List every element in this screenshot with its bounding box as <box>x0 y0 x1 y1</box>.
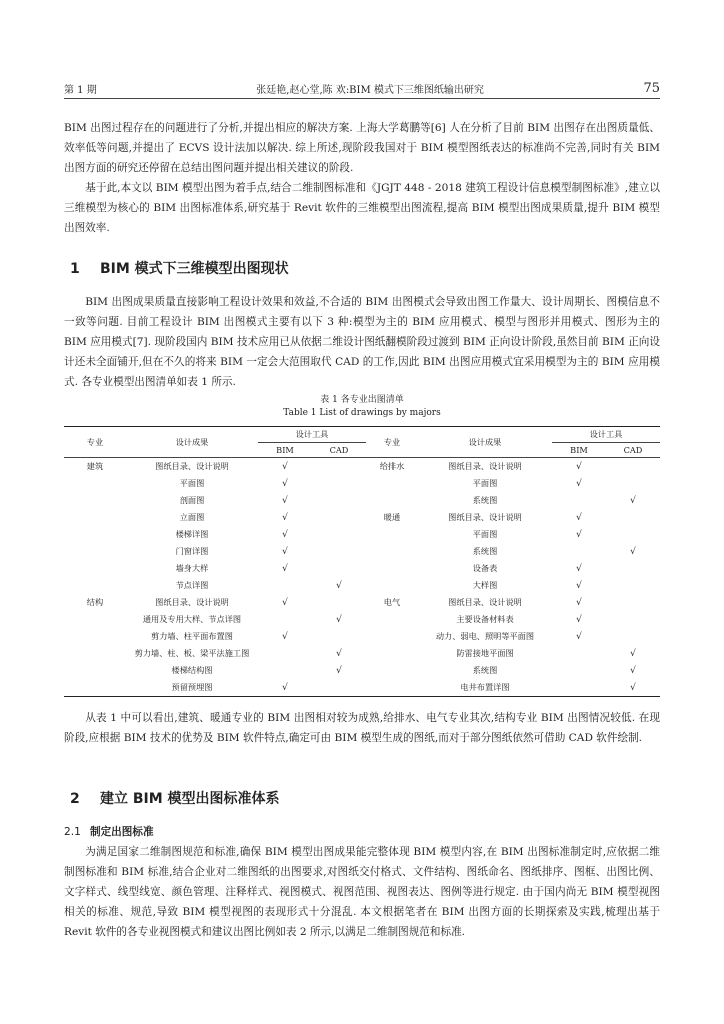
table-cell-major <box>64 543 126 560</box>
table-cell-bim <box>552 543 606 560</box>
table-cell-cad <box>312 594 366 611</box>
table-cell-result: 剖面图 <box>179 495 205 505</box>
th-result-right: 设计成果 <box>468 436 502 447</box>
th-tool-left: 设计工具 <box>258 427 366 443</box>
th-bim-right: BIM <box>570 445 588 455</box>
table-cell-bim: √ <box>576 478 582 489</box>
table-cell-cad: √ <box>606 679 660 697</box>
table-cell-major <box>64 560 126 577</box>
table-cell-result: 预留预埋图 <box>126 679 258 697</box>
th-bim-left: BIM <box>276 445 294 455</box>
table-cell-cad: √ <box>336 665 342 676</box>
table-cell-bim: √ <box>282 495 288 506</box>
section-2-title: 建立 BIM 模型出图标准体系 <box>100 791 280 807</box>
table-cell-cad: √ <box>630 665 636 676</box>
table-cell-cad: √ <box>336 614 342 625</box>
table-cell-bim: √ <box>282 478 288 489</box>
table-cell-cad <box>606 611 660 628</box>
table-cell-bim <box>552 492 606 509</box>
table-cell-major <box>64 577 126 594</box>
table-cell-result: 门窗详图 <box>175 546 209 556</box>
table-row <box>64 662 660 679</box>
section-1-heading <box>70 258 289 278</box>
table-cell-major <box>366 543 418 560</box>
table-cell-result: 通用及专用大样、节点详图 <box>142 614 242 624</box>
table-cell-major <box>366 645 418 662</box>
table-cell-cad: √ <box>630 546 636 557</box>
table-cell-result: 平面图 <box>179 478 205 488</box>
th-result-left: 设计成果 <box>175 436 209 447</box>
table-cell-major: 电气 <box>383 597 401 607</box>
table-cell-cad <box>606 577 660 594</box>
table-1 <box>64 426 660 697</box>
table-cell-result: 平面图 <box>472 478 498 488</box>
table-cell-result: 系统图 <box>472 495 498 505</box>
table-cell-result: 剪力墙、柱、板、梁平法施工图 <box>134 648 250 658</box>
table-cell-bim <box>552 645 606 662</box>
table-cell-major <box>64 611 126 628</box>
table-row <box>64 543 660 560</box>
table-cell-major <box>64 679 126 697</box>
table-cell-major <box>366 611 418 628</box>
table-cell-major <box>64 662 126 679</box>
table-cell-result: 防雷接地平面图 <box>456 648 514 658</box>
th-major-right: 专业 <box>383 436 401 447</box>
table-cell-major <box>366 475 418 492</box>
subsection-2-1-heading <box>64 824 154 839</box>
table-cell-bim: √ <box>576 631 582 642</box>
running-header <box>64 78 660 96</box>
table-cell-bim: √ <box>576 563 582 574</box>
table-cell-bim <box>258 662 312 679</box>
intro-paragraph-2: 基于此,本文以 BIM 模型出图为着手点,结合二维制图标准和《JGJT 448 - 2018 建筑工程设计信息模型制图标准》,建立以三维模型为核心的 BIM 出图标准体系,研究基于 Revit 软件的三维模型出图流程,提高 BIM 模型出图成果质量,提升 BIM 模型出图效率. <box>64 182 660 234</box>
table-cell-bim <box>258 577 312 594</box>
table-cell-bim: √ <box>282 631 288 642</box>
table-cell-cad <box>312 679 366 697</box>
table-row <box>64 679 660 697</box>
th-cad-right: CAD <box>623 445 643 455</box>
table-cell-cad <box>312 543 366 560</box>
table-cell-result: 楼梯详图 <box>175 529 209 539</box>
issue-label: 第 1 期 <box>64 85 97 96</box>
table-cell-result: 大样图 <box>472 580 498 590</box>
th-major-left: 专业 <box>86 436 104 447</box>
section-2-paragraph: 为满足国家二维制图规范和标准,确保 BIM 模型出图成果能完整体现 BIM 模型内容,在 BIM 出图标准制定时,应依据二维制图标准和 BIM 标准,结合企业对二维图纸的出图要求,对图纸交付格式、文件结构、图纸命名、图纸排序、图框、出图比例、文字样式、线型线宽、颜色管理、注释样式、视图模式、视图范围、视图表达、图例等进行规定. 由于国内尚无 BIM 模型视图相关的标准、规范,导致 BIM 模型视图的表现形式十分混乱. 本文根据笔者在 BIM 出图方面的长期探索及实践,梳理出基于 Revit 软件的各专业视图模式和建议出图比例如表 2 所示,以满足二维制图规范和标准. <box>64 846 660 938</box>
table-row <box>64 577 660 594</box>
table-row <box>64 526 660 543</box>
table-cell-result: 图纸目录、设计说明 <box>155 597 229 607</box>
table-cell-cad <box>606 560 660 577</box>
table-cell-result: 主要设备材料表 <box>456 614 514 624</box>
table-row <box>64 594 660 611</box>
table-cell-result: 平面图 <box>472 529 498 539</box>
table-cell-cad <box>606 509 660 526</box>
table-cell-result: 系统图 <box>472 546 498 556</box>
th-tool-right: 设计工具 <box>552 427 660 443</box>
running-title: 张廷艳,赵心堂,陈 欢:BIM 模式下三维图纸输出研究 <box>256 85 484 96</box>
table-cell-cad <box>312 509 366 526</box>
table-cell-major <box>366 492 418 509</box>
table-cell-major <box>64 509 126 526</box>
section-1-title: BIM 模式下三维模型出图现状 <box>100 261 289 277</box>
table-cell-bim <box>258 611 312 628</box>
table-cell-cad <box>312 526 366 543</box>
table-cell-bim: √ <box>576 580 582 591</box>
table-cell-major <box>366 526 418 543</box>
th-cad-left: CAD <box>329 445 349 455</box>
table-cell-bim: √ <box>576 614 582 625</box>
table-cell-result: 立面图 <box>179 512 205 522</box>
table-cell-bim: √ <box>282 546 288 557</box>
table-row <box>64 475 660 492</box>
table-cell-bim: √ <box>282 597 288 608</box>
subsection-2-1-number: 2.1 <box>64 826 81 838</box>
table-cell-major <box>366 577 418 594</box>
table-cell-result: 系统图 <box>472 665 498 675</box>
table-cell-result: 楼梯结构图 <box>171 665 213 675</box>
section-1-paragraph: BIM 出图成果质量直接影响工程设计效果和效益,不合适的 BIM 出图模式会导致出图工作量大、设计周期长、图模信息不一致等问题. 目前工程设计 BIM 出图模式主要有以下 3 种:模型为主的 BIM 应用模式、模型与图形并用模式、图形为主的 BIM 应用模式[7]. 现阶段国内 BIM 技术应用已从依据二维设计图纸翻模阶段过渡到 BIM 正向设计阶段,虽然目前 BIM 正向设计还未全面铺开,但在不久的将来 BIM 一定会大范围取代 CAD 的工作,因此 BIM 出图应用模式宜采用模型为主的 BIM 应用模式. 各专业模型出图清单如表 1 所示. <box>64 296 660 388</box>
table-cell-result: 墙身大样 <box>175 563 209 573</box>
table-cell-cad: √ <box>336 580 342 591</box>
table-cell-result: 图纸目录、设计说明 <box>448 512 522 522</box>
table-1-caption-en: Table 1 List of drawings by majors <box>283 408 441 418</box>
table-row <box>64 645 660 662</box>
table-cell-major <box>64 526 126 543</box>
table-row <box>64 492 660 509</box>
table-cell-cad <box>606 526 660 543</box>
table-1-caption-cn: 表 1 各专业出图清单 <box>320 395 404 405</box>
table-row <box>64 611 660 628</box>
table-cell-cad: √ <box>336 648 342 659</box>
table-cell-bim <box>552 662 606 679</box>
table-cell-result: 图纸目录、设计说明 <box>155 461 229 471</box>
table-cell-result: 图纸目录、设计说明 <box>448 597 522 607</box>
table-cell-major <box>64 475 126 492</box>
header-rule <box>64 98 660 99</box>
table-cell-major: 暖通 <box>383 512 401 522</box>
intro-paragraph-1: BIM 出图过程存在的问题进行了分析,并提出相应的解决方案. 上海大学葛鹏等[6] 人在分析了目前 BIM 出图存在出图质量低、效率低等问题,并提出了 ECVS 设计法加以解决. 综上所述,现阶段我国对于 BIM 模型图纸表达的标准尚不完善,同时有关 BIM 出图方面的研究还停留在总结出图问题并提出相关建议的阶段. <box>64 122 660 174</box>
table-cell-bim: √ <box>258 679 312 697</box>
table-cell-major <box>366 662 418 679</box>
table-cell-cad: √ <box>630 495 636 506</box>
table-cell-cad <box>606 458 660 476</box>
table-cell-result: 剪力墙、柱平面布置图 <box>151 631 233 641</box>
table-cell-cad <box>606 475 660 492</box>
table-cell-cad <box>312 458 366 476</box>
table-cell-major <box>64 492 126 509</box>
section-1-number: 1 <box>70 261 80 277</box>
section-2-number: 2 <box>70 791 80 807</box>
table-cell-bim <box>552 679 606 697</box>
table-cell-cad <box>606 628 660 645</box>
table-1-body <box>64 458 660 697</box>
table-cell-bim: √ <box>576 512 582 523</box>
table-cell-major <box>64 628 126 645</box>
table-cell-major <box>366 679 418 697</box>
table-cell-major <box>366 628 418 645</box>
table-row <box>64 560 660 577</box>
table-cell-cad <box>312 628 366 645</box>
table-cell-result: 动力、弱电、照明等平面图 <box>435 631 535 641</box>
table-cell-major: 建筑 <box>86 461 104 471</box>
after-table-paragraph: 从表 1 中可以看出,建筑、暖通专业的 BIM 出图相对较为成熟,给排水、电气专业其次,结构专业 BIM 出图情况较低. 在现阶段,应根据 BIM 技术的优势及 BIM 软件特点,确定可由 BIM 模型生成的图纸,而对于部分图纸依然可借助 CAD 软件绘制. <box>64 712 660 744</box>
page-number: 75 <box>643 81 660 96</box>
subsection-2-1-title: 制定出图标准 <box>90 826 154 838</box>
table-cell-result: 电井布置详图 <box>418 679 552 697</box>
table-cell-cad <box>312 475 366 492</box>
table-row <box>64 509 660 526</box>
table-cell-bim: √ <box>576 529 582 540</box>
table-cell-cad <box>312 492 366 509</box>
table-cell-bim: √ <box>282 461 288 472</box>
table-row <box>64 458 660 476</box>
table-cell-bim: √ <box>576 461 582 472</box>
table-cell-major: 给排水 <box>379 461 405 471</box>
table-row <box>64 628 660 645</box>
table-cell-major <box>64 645 126 662</box>
table-cell-bim: √ <box>576 597 582 608</box>
table-cell-result: 设备表 <box>472 563 498 573</box>
table-cell-cad: √ <box>630 648 636 659</box>
table-cell-bim: √ <box>282 563 288 574</box>
table-cell-result: 图纸目录、设计说明 <box>448 461 522 471</box>
table-cell-bim: √ <box>282 512 288 523</box>
table-cell-result: 节点详图 <box>175 580 209 590</box>
table-cell-bim: √ <box>282 529 288 540</box>
table-cell-major <box>366 560 418 577</box>
table-cell-cad <box>312 560 366 577</box>
section-2-heading <box>70 788 280 808</box>
table-cell-major: 结构 <box>86 597 104 607</box>
table-cell-bim <box>258 645 312 662</box>
table-cell-cad <box>606 594 660 611</box>
